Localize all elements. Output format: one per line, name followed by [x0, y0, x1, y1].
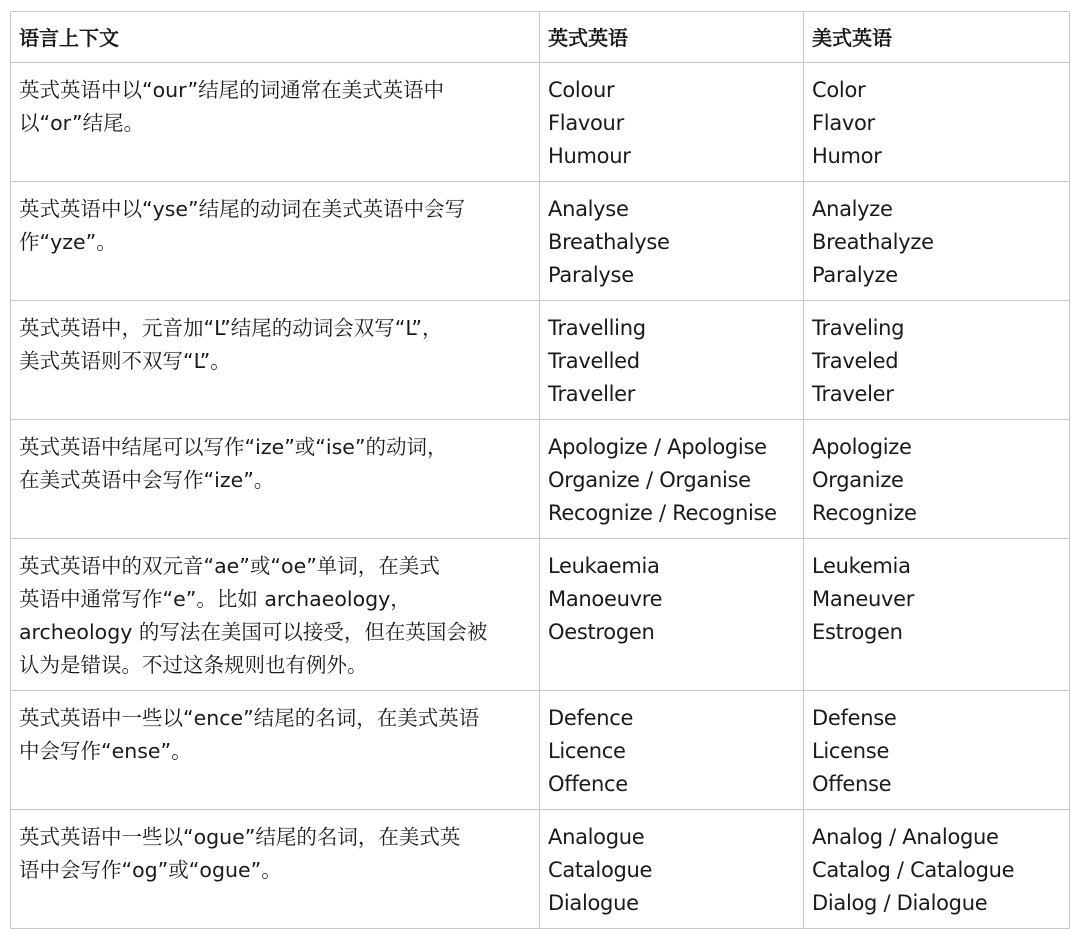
spelling-comparison-table-wrapper: [10, 11, 1070, 929]
british-spelling-cell: [540, 539, 804, 691]
american-word: Analog / Analogue: [812, 825, 999, 849]
table-header-row: [11, 12, 1070, 63]
british-word: Analyse: [548, 197, 629, 221]
context-cell: [11, 182, 540, 301]
american-word: Offense: [812, 772, 892, 796]
context-line: 中会写作“ense”。: [19, 739, 192, 763]
american-spelling-cell: [804, 182, 1070, 301]
american-word: Flavor: [812, 111, 875, 135]
context-line: 英式英语中结尾可以写作“ize”或“ise”的动词，: [19, 435, 448, 459]
british-word: Catalogue: [548, 858, 653, 882]
american-word: Traveling: [812, 316, 905, 340]
american-spelling-cell: [804, 691, 1070, 810]
british-word: Offence: [548, 772, 628, 796]
british-word: Humour: [548, 144, 631, 168]
american-word: Apologize: [812, 435, 912, 459]
context-line: 英式英语中，元音加“L”结尾的动词会双写“L”，: [19, 316, 443, 340]
british-word: Dialogue: [548, 891, 639, 915]
context-line: 在美式英语中会写作“ize”。: [19, 468, 275, 492]
table-row: [11, 691, 1070, 810]
table-row: [11, 420, 1070, 539]
table-row: [11, 182, 1070, 301]
american-word: Paralyze: [812, 263, 898, 287]
british-spelling-cell: [540, 420, 804, 539]
context-line: 英式英语中一些以“ogue”结尾的名词，在美式英: [19, 825, 461, 849]
american-word: Traveled: [812, 349, 899, 373]
american-spelling-cell: [804, 420, 1070, 539]
british-word: Breathalyse: [548, 230, 670, 254]
table-row: [11, 810, 1070, 929]
british-word: Organize / Organise: [548, 468, 751, 492]
american-word: Organize: [812, 468, 904, 492]
header-british-english: 英式英语: [540, 12, 804, 63]
header-american-english: 美式英语: [804, 12, 1070, 63]
context-line: 英式英语中以“yse”结尾的动词在美式英语中会写: [19, 197, 466, 221]
context-line: 语中会写作“og”或“ogue”。: [19, 858, 282, 882]
american-word: Recognize: [812, 501, 917, 525]
american-spelling-cell: [804, 63, 1070, 182]
british-spelling-cell: [540, 182, 804, 301]
american-spelling-cell: [804, 810, 1070, 929]
american-word: Color: [812, 78, 866, 102]
american-word: Defense: [812, 706, 897, 730]
context-cell: [11, 691, 540, 810]
context-line: archeology 的写法在美国可以接受，但在英国会被: [19, 620, 488, 644]
context-line: 英语中通常写作“e”。比如 archaeology，: [19, 587, 411, 611]
context-cell: [11, 301, 540, 420]
american-word: Analyze: [812, 197, 893, 221]
american-word: Traveler: [812, 382, 894, 406]
british-spelling-cell: [540, 810, 804, 929]
british-word: Traveller: [548, 382, 636, 406]
american-word: Leukemia: [812, 554, 911, 578]
british-word: Travelling: [548, 316, 646, 340]
context-line: 以“or”结尾。: [19, 111, 145, 135]
british-word: Analogue: [548, 825, 645, 849]
context-cell: [11, 539, 540, 691]
table-row: [11, 301, 1070, 420]
american-word: Dialog / Dialogue: [812, 891, 988, 915]
british-word: Leukaemia: [548, 554, 660, 578]
american-word: Maneuver: [812, 587, 915, 611]
context-line: 英式英语中的双元音“ae”或“oe”单词，在美式: [19, 554, 440, 578]
british-spelling-cell: [540, 63, 804, 182]
british-word: Manoeuvre: [548, 587, 663, 611]
context-cell: [11, 63, 540, 182]
context-line: 认为是错误。不过这条规则也有例外。: [19, 653, 368, 677]
british-word: Travelled: [548, 349, 640, 373]
american-spelling-cell: [804, 539, 1070, 691]
american-word: Estrogen: [812, 620, 903, 644]
table-row: [11, 539, 1070, 691]
context-line: 英式英语中以“our”结尾的词通常在美式英语中: [19, 78, 445, 102]
british-spelling-cell: [540, 301, 804, 420]
spelling-comparison-table: [10, 11, 1070, 929]
american-word: Catalog / Catalogue: [812, 858, 1015, 882]
american-word: License: [812, 739, 890, 763]
british-word: Flavour: [548, 111, 624, 135]
american-word: Humor: [812, 144, 882, 168]
context-line: 作“yze”。: [19, 230, 117, 254]
british-word: Licence: [548, 739, 626, 763]
british-word: Apologize / Apologise: [548, 435, 767, 459]
header-context: 语言上下文: [11, 12, 540, 63]
british-word: Recognize / Recognise: [548, 501, 777, 525]
context-cell: [11, 420, 540, 539]
american-spelling-cell: [804, 301, 1070, 420]
british-word: Defence: [548, 706, 634, 730]
british-word: Oestrogen: [548, 620, 655, 644]
british-word: Colour: [548, 78, 615, 102]
british-spelling-cell: [540, 691, 804, 810]
context-line: 英式英语中一些以“ence”结尾的名词，在美式英语: [19, 706, 480, 730]
context-cell: [11, 810, 540, 929]
british-word: Paralyse: [548, 263, 634, 287]
table-row: [11, 63, 1070, 182]
american-word: Breathalyze: [812, 230, 934, 254]
context-line: 美式英语则不双写“L”。: [19, 349, 231, 373]
